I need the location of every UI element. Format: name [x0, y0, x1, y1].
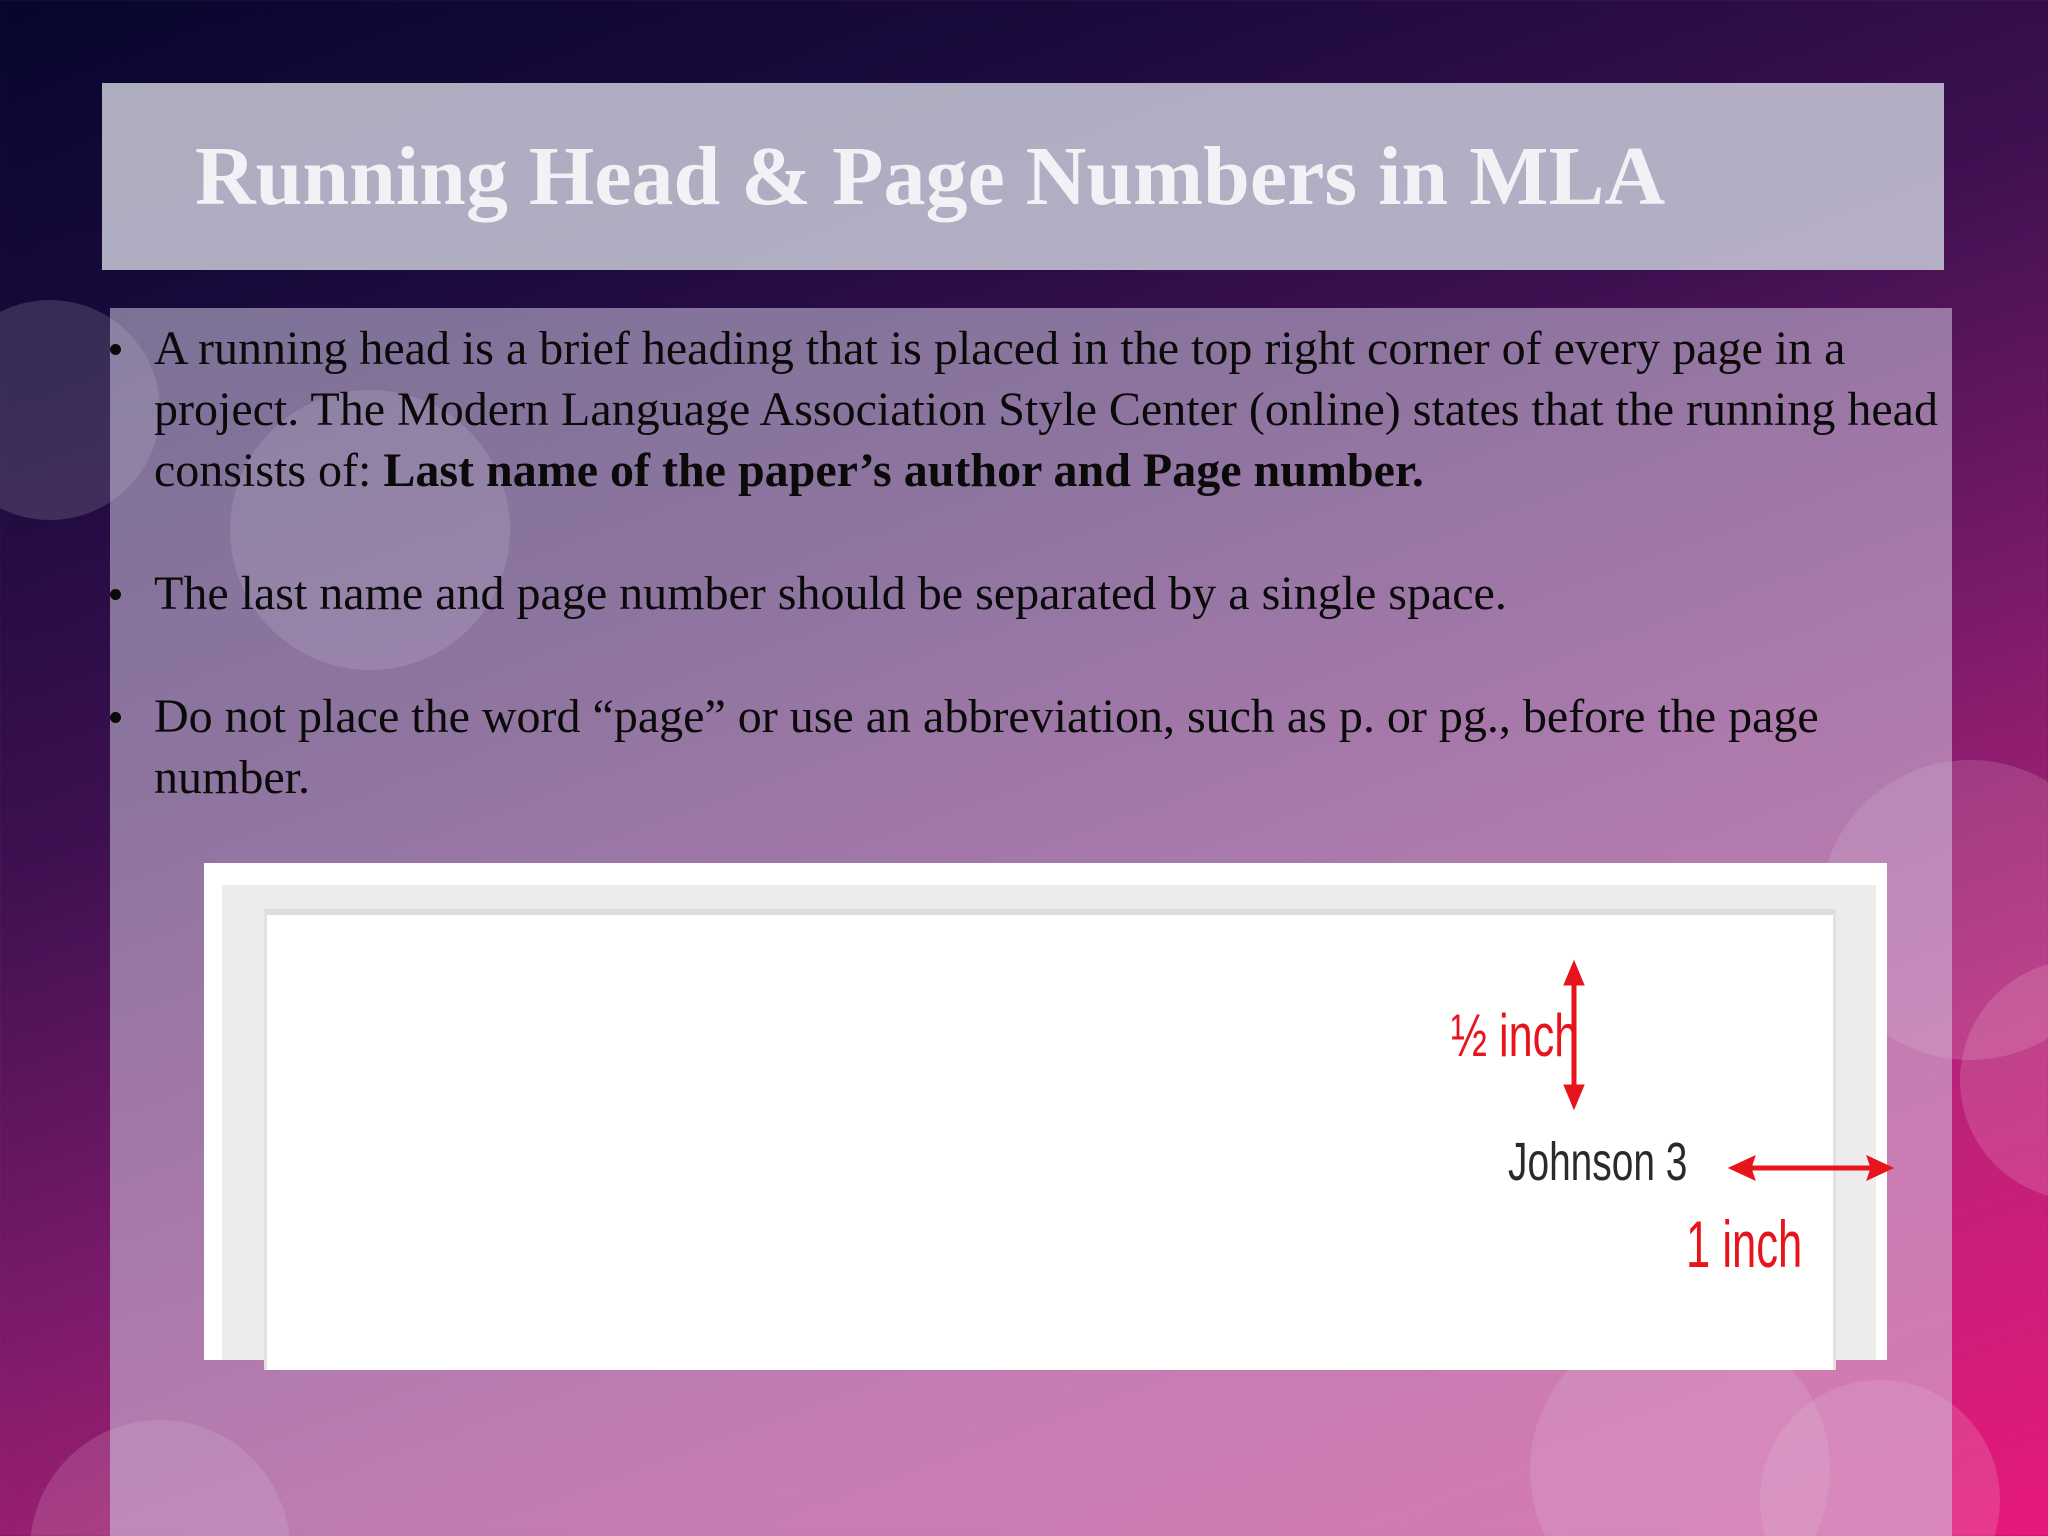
horizontal-double-arrow-icon [1729, 1156, 1893, 1180]
bullet-item [110, 686, 1952, 808]
slide-title: Running Head & Page Numbers in MLA [195, 130, 1666, 223]
half-inch-label: ½ inch [1451, 1002, 1579, 1069]
running-head-example: Johnson 3 [1508, 1132, 1688, 1192]
bullet-text: The last name and page number should be separated by a single space. [154, 567, 1507, 620]
running-head-figure [204, 863, 1887, 1360]
bullet-dot-icon [110, 712, 121, 723]
one-inch-label: 1 inch [1686, 1207, 1803, 1281]
bullet-text: Do not place the word “page” or use an abbreviation, such as p. or pg., before the page number. [154, 690, 1819, 804]
bullet-dot-icon [110, 344, 121, 355]
document-page [264, 909, 1836, 1370]
bullet-item [110, 563, 1952, 624]
figure-frame [222, 885, 1876, 1360]
bullet-dot-icon [110, 589, 121, 600]
title-box [102, 83, 1944, 270]
bullet-item [110, 318, 1952, 501]
bullet-text: A running head is a brief heading that is placed in the top right corner of every page in a project. The Modern Language Association Style Center (online) states that the running head consists of: Last name of the paper’s author and Page number. [154, 322, 1938, 497]
bullet-list [110, 318, 1952, 870]
content-box [110, 308, 1952, 1536]
bullet-bold-text: Last name of the paper’s author and Page number. [383, 444, 1424, 497]
bokeh-circle [1960, 960, 2048, 1200]
